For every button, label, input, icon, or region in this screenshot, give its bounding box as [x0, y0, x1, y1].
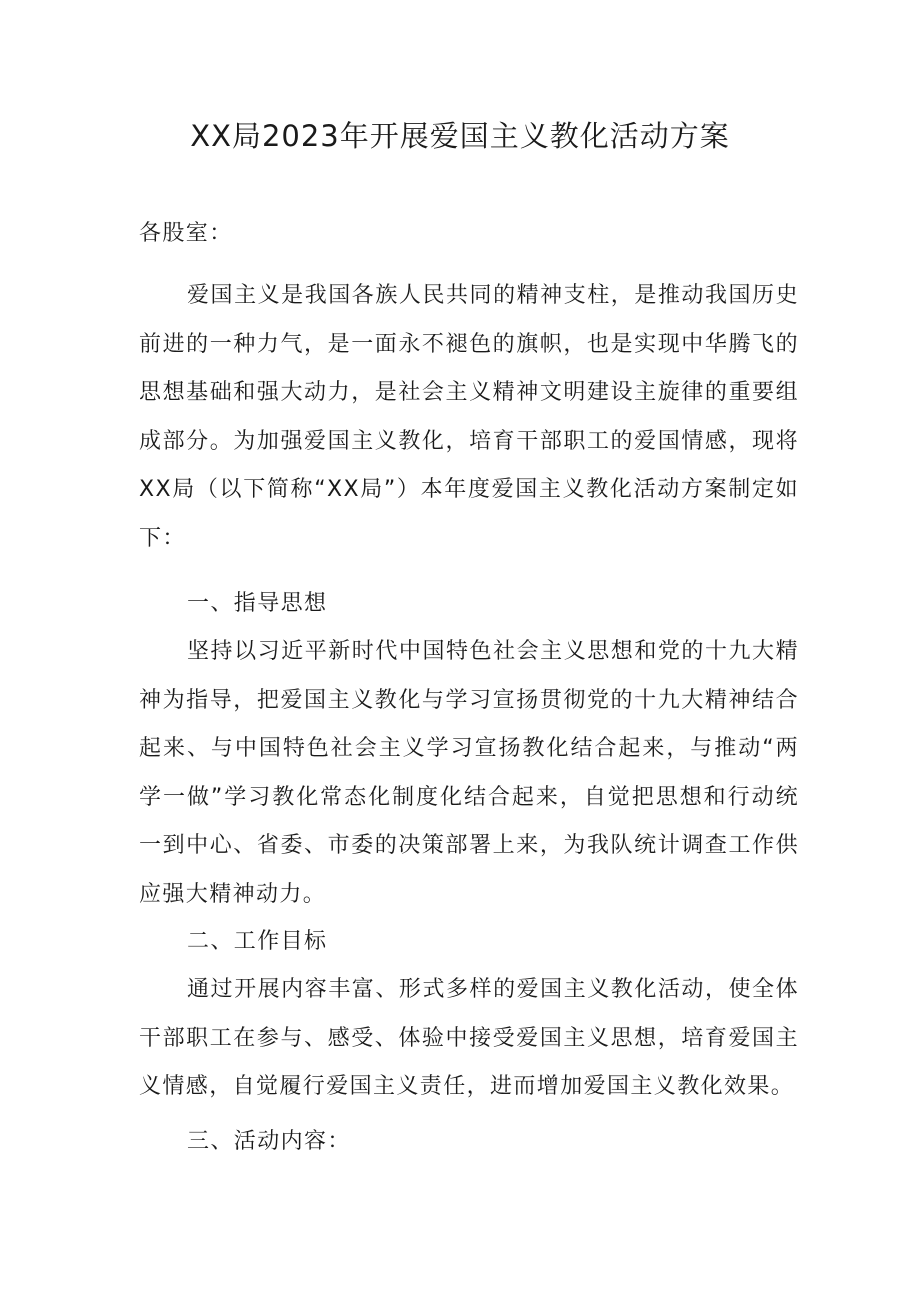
section-heading-work-goals: 二、工作目标: [187, 929, 328, 954]
section-text-work-goals: 通过开展内容丰富、形式多样的爱国主义教化活动，使全体干部职工在参与、感受、体验中接受爱国主义思想，培育爱国主义情感，自觉履行爱国主义责任，进而增加爱国主义教化效果。: [139, 977, 799, 1099]
document-title: XX局2023年开展爱国主义教化活动方案: [190, 119, 730, 153]
intro-paragraph: 爱国主义是我国各族人民共同的精神支柱，是推动我国历史前进的一种力气，是一面永不褪色的旗帜，也是实现中华腾飞的思想基础和强大动力，是社会主义精神文明建设主旋律的重要组成部分。为加强爱国主义教化，培育干部职工的爱国情感，现将XX局（以下简称“XX局”）本年度爱国主义教化活动方案制定如下：: [139, 283, 799, 551]
section-heading-activity-content: 三、活动内容：: [187, 1129, 351, 1154]
salutation: 各股室：: [139, 221, 233, 246]
section-text-guiding-ideology: 坚持以习近平新时代中国特色社会主义思想和党的十九大精神为指导，把爱国主义教化与学习宣扬贯彻党的十九大精神结合起来、与中国特色社会主义学习宣扬教化结合起来，与推动“两学一做”学习教化常态化制度化结合起来，自觉把思想和行动统一到中心、省委、市委的决策部署上来，为我队统计调查工作供应强大精神动力。: [139, 639, 799, 907]
section-heading-guiding-ideology: 一、指导思想: [187, 591, 328, 616]
